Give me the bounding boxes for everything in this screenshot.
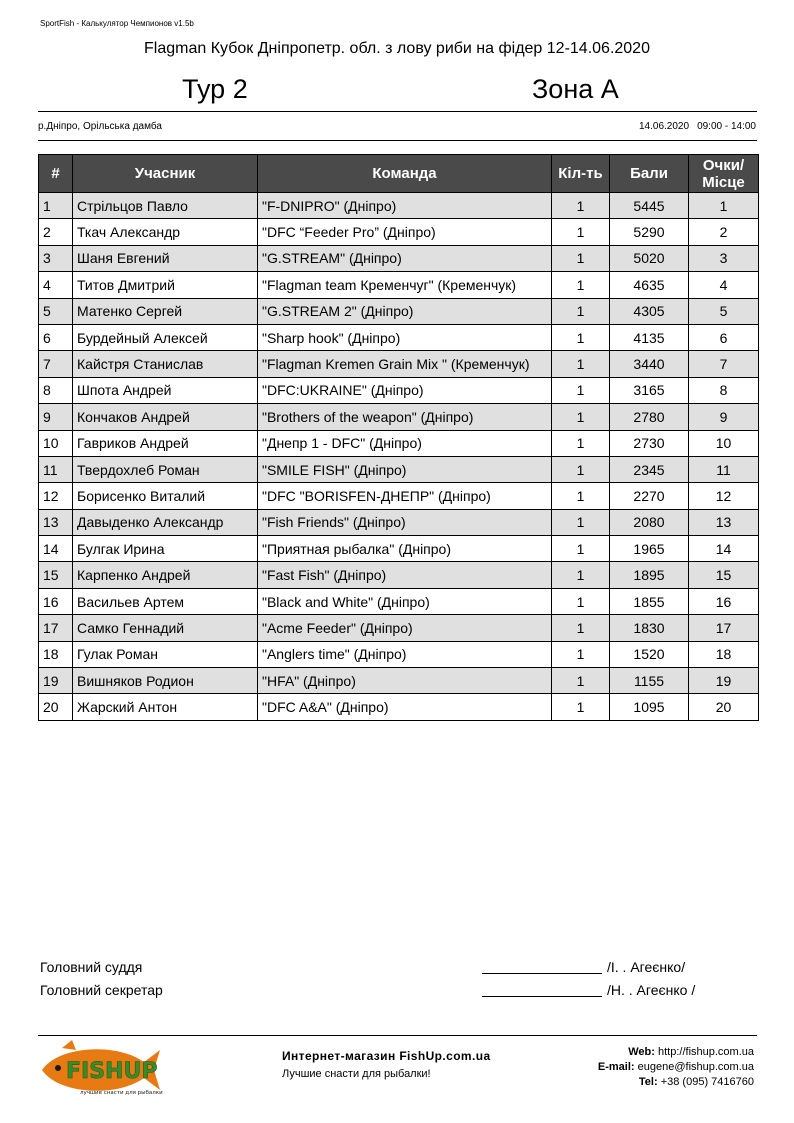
row-number: 6 (39, 324, 73, 350)
score-points: 3440 (610, 351, 689, 377)
catch-count: 1 (552, 509, 610, 535)
table-row (39, 588, 759, 614)
row-number: 18 (39, 641, 73, 667)
place: 16 (689, 588, 759, 614)
tel-label: Tel: (638, 1076, 658, 1088)
table-row (39, 509, 759, 535)
score-points: 3165 (610, 377, 689, 403)
date: 14.06.2020 (639, 121, 690, 132)
table-row (39, 668, 759, 694)
score-points: 1155 (610, 668, 689, 694)
table-row (39, 456, 759, 482)
table-row (39, 351, 759, 377)
row-number: 2 (39, 219, 73, 245)
participant-name: Карпенко Андрей (73, 562, 258, 588)
team-name: "Приятная рыбалка" (Дніпро) (258, 536, 552, 562)
participant-name: Шпота Андрей (73, 377, 258, 403)
score-points: 5445 (610, 193, 689, 219)
chief-secretary-label: Головний секретар (40, 982, 163, 998)
team-name: "DFC “Feeder Pro” (Дніпро) (258, 219, 552, 245)
team-name: "Fast Fish" (Дніпро) (258, 562, 552, 588)
participant-name: Гулак Роман (73, 641, 258, 667)
table-row (39, 615, 759, 641)
chief-judge-label: Головний суддя (40, 959, 143, 975)
score-points: 1965 (610, 536, 689, 562)
catch-count: 1 (552, 219, 610, 245)
participant-name: Матенко Сергей (73, 298, 258, 324)
table-header-row (39, 155, 759, 193)
col-number: # (39, 155, 73, 193)
row-number: 16 (39, 588, 73, 614)
subheader-divider (38, 140, 757, 141)
participant-name: Шаня Евгений (73, 245, 258, 271)
email-link[interactable]: eugene@fishup.com.ua (637, 1061, 754, 1073)
table-row (39, 324, 759, 350)
table-row (39, 562, 759, 588)
catch-count: 1 (552, 536, 610, 562)
score-points: 1830 (610, 615, 689, 641)
col-place: Очки/ Місце (689, 155, 759, 193)
team-name: "G.STREAM" (Дніпро) (258, 245, 552, 271)
team-name: "Sharp hook" (Дніпро) (258, 324, 552, 350)
catch-count: 1 (552, 668, 610, 694)
zone-label: Зона А (532, 74, 619, 104)
row-number: 19 (39, 668, 73, 694)
catch-count: 1 (552, 404, 610, 430)
place: 7 (689, 351, 759, 377)
row-number: 4 (39, 272, 73, 298)
fishup-logo (36, 1040, 164, 1098)
participant-name: Вишняков Родион (73, 668, 258, 694)
row-number: 20 (39, 694, 73, 720)
time: 09:00 - 14:00 (697, 121, 756, 132)
table-row (39, 404, 759, 430)
row-number: 12 (39, 483, 73, 509)
catch-count: 1 (552, 377, 610, 403)
table-row (39, 298, 759, 324)
row-number: 14 (39, 536, 73, 562)
catch-count: 1 (552, 694, 610, 720)
team-name: "HFA" (Дніпро) (258, 668, 552, 694)
place: 17 (689, 615, 759, 641)
participant-name: Стрільцов Павло (73, 193, 258, 219)
team-name: "F-DNIPRO" (Дніпро) (258, 193, 552, 219)
team-name: "DFC "BORISFEN-ДНЕПР" (Дніпро) (258, 483, 552, 509)
table-body (39, 193, 759, 721)
catch-count: 1 (552, 588, 610, 614)
footer-divider (38, 1035, 757, 1036)
row-number: 13 (39, 509, 73, 535)
row-number: 5 (39, 298, 73, 324)
location: р.Дніпро, Орільська дамба (38, 121, 162, 132)
catch-count: 1 (552, 245, 610, 271)
row-number: 17 (39, 615, 73, 641)
place: 6 (689, 324, 759, 350)
row-number: 11 (39, 456, 73, 482)
row-number: 9 (39, 404, 73, 430)
table-row (39, 694, 759, 720)
team-name: "Днепр 1 - DFC" (Дніпро) (258, 430, 552, 456)
place: 8 (689, 377, 759, 403)
table-row (39, 193, 759, 219)
score-points: 2080 (610, 509, 689, 535)
tel-value: +38 (095) 7416760 (660, 1076, 754, 1088)
score-points: 5290 (610, 219, 689, 245)
round-label: Тур 2 (182, 74, 248, 104)
participant-name: Васильев Артем (73, 588, 258, 614)
place: 4 (689, 272, 759, 298)
participant-name: Давыденко Александр (73, 509, 258, 535)
row-number: 10 (39, 430, 73, 456)
place: 13 (689, 509, 759, 535)
participant-name: Булгак Ирина (73, 536, 258, 562)
row-number: 8 (39, 377, 73, 403)
results-table (38, 154, 759, 721)
web-link[interactable]: http://fishup.com.ua (658, 1046, 754, 1058)
score-points: 1520 (610, 641, 689, 667)
shop-slogan: Лучшие снасти для рыбалки! (282, 1068, 431, 1080)
table-row (39, 536, 759, 562)
team-name: "DFC A&A" (Дніпро) (258, 694, 552, 720)
team-name: "DFC:UKRAINE" (Дніпро) (258, 377, 552, 403)
catch-count: 1 (552, 272, 610, 298)
chief-judge-signature-line (482, 973, 602, 974)
score-points: 4635 (610, 272, 689, 298)
row-number: 7 (39, 351, 73, 377)
score-points: 2780 (610, 404, 689, 430)
place: 15 (689, 562, 759, 588)
participant-name: Кайстря Станислав (73, 351, 258, 377)
place: 9 (689, 404, 759, 430)
score-points: 1895 (610, 562, 689, 588)
shop-name: Интернет-магазин FishUp.com.ua (282, 1049, 491, 1063)
logo-tagline: лучшие снасти для рыбалки (80, 1090, 163, 1096)
col-participant: Учасник (73, 155, 258, 193)
chief-secretary-name: /Н. . Агеєнко / (607, 982, 696, 998)
catch-count: 1 (552, 298, 610, 324)
row-number: 3 (39, 245, 73, 271)
logo-wordmark: FISHUP (66, 1059, 158, 1084)
chief-secretary-signature-line (482, 996, 602, 997)
col-team: Команда (258, 155, 552, 193)
catch-count: 1 (552, 430, 610, 456)
catch-count: 1 (552, 324, 610, 350)
team-name: "Anglers time" (Дніпро) (258, 641, 552, 667)
catch-count: 1 (552, 483, 610, 509)
team-name: "G.STREAM 2" (Дніпро) (258, 298, 552, 324)
header-divider (38, 111, 757, 112)
participant-name: Титов Дмитрий (73, 272, 258, 298)
place: 11 (689, 456, 759, 482)
col-count: Кіл-ть (552, 155, 610, 193)
place: 20 (689, 694, 759, 720)
table-row (39, 245, 759, 271)
place: 3 (689, 245, 759, 271)
score-points: 1095 (610, 694, 689, 720)
web-label: Web: (628, 1046, 655, 1058)
date-time (639, 121, 756, 132)
score-points: 5020 (610, 245, 689, 271)
participant-name: Гавриков Андрей (73, 430, 258, 456)
catch-count: 1 (552, 193, 610, 219)
row-number: 15 (39, 562, 73, 588)
table-row (39, 219, 759, 245)
score-points: 2270 (610, 483, 689, 509)
competition-title: Flagman Кубок Дніпропетр. обл. з лову риби на фідер 12-14.06.2020 (144, 40, 650, 57)
score-points: 1855 (610, 588, 689, 614)
app-name: SportFish - Калькулятор Чемпионов v1.5b (40, 19, 194, 28)
catch-count: 1 (552, 351, 610, 377)
team-name: "Flagman team Кременчуг" (Кременчук) (258, 272, 552, 298)
score-points: 2345 (610, 456, 689, 482)
participant-name: Ткач Александр (73, 219, 258, 245)
participant-name: Борисенко Виталий (73, 483, 258, 509)
score-points: 4135 (610, 324, 689, 350)
place: 1 (689, 193, 759, 219)
catch-count: 1 (552, 615, 610, 641)
col-score: Бали (610, 155, 689, 193)
chief-judge-name: /І. . Агеєнко/ (607, 959, 686, 975)
place: 19 (689, 668, 759, 694)
catch-count: 1 (552, 562, 610, 588)
place: 12 (689, 483, 759, 509)
email-label: E-mail: (597, 1061, 635, 1073)
place: 10 (689, 430, 759, 456)
score-points: 2730 (610, 430, 689, 456)
participant-name: Жарский Антон (73, 694, 258, 720)
team-name: "Black and White" (Дніпро) (258, 588, 552, 614)
team-name: "Flagman Kremen Grain Mix " (Кременчук) (258, 351, 552, 377)
team-name: "Fish Friends" (Дніпро) (258, 509, 552, 535)
participant-name: Самко Геннадий (73, 615, 258, 641)
table-row (39, 430, 759, 456)
catch-count: 1 (552, 641, 610, 667)
score-points: 4305 (610, 298, 689, 324)
participant-name: Кончаков Андрей (73, 404, 258, 430)
team-name: "Brothers of the weapon" (Дніпро) (258, 404, 552, 430)
place: 5 (689, 298, 759, 324)
table-row (39, 377, 759, 403)
team-name: "Acme Feeder" (Дніпро) (258, 615, 552, 641)
table-row (39, 641, 759, 667)
catch-count: 1 (552, 456, 610, 482)
contacts (598, 1045, 754, 1090)
table-row (39, 272, 759, 298)
place: 14 (689, 536, 759, 562)
table-row (39, 483, 759, 509)
email-line (598, 1060, 754, 1075)
participant-name: Бурдейный Алексей (73, 324, 258, 350)
place: 18 (689, 641, 759, 667)
team-name: "SMILE FISH" (Дніпро) (258, 456, 552, 482)
place: 2 (689, 219, 759, 245)
participant-name: Твердохлеб Роман (73, 456, 258, 482)
row-number: 1 (39, 193, 73, 219)
tel-line (598, 1075, 754, 1090)
web-line (598, 1045, 754, 1060)
